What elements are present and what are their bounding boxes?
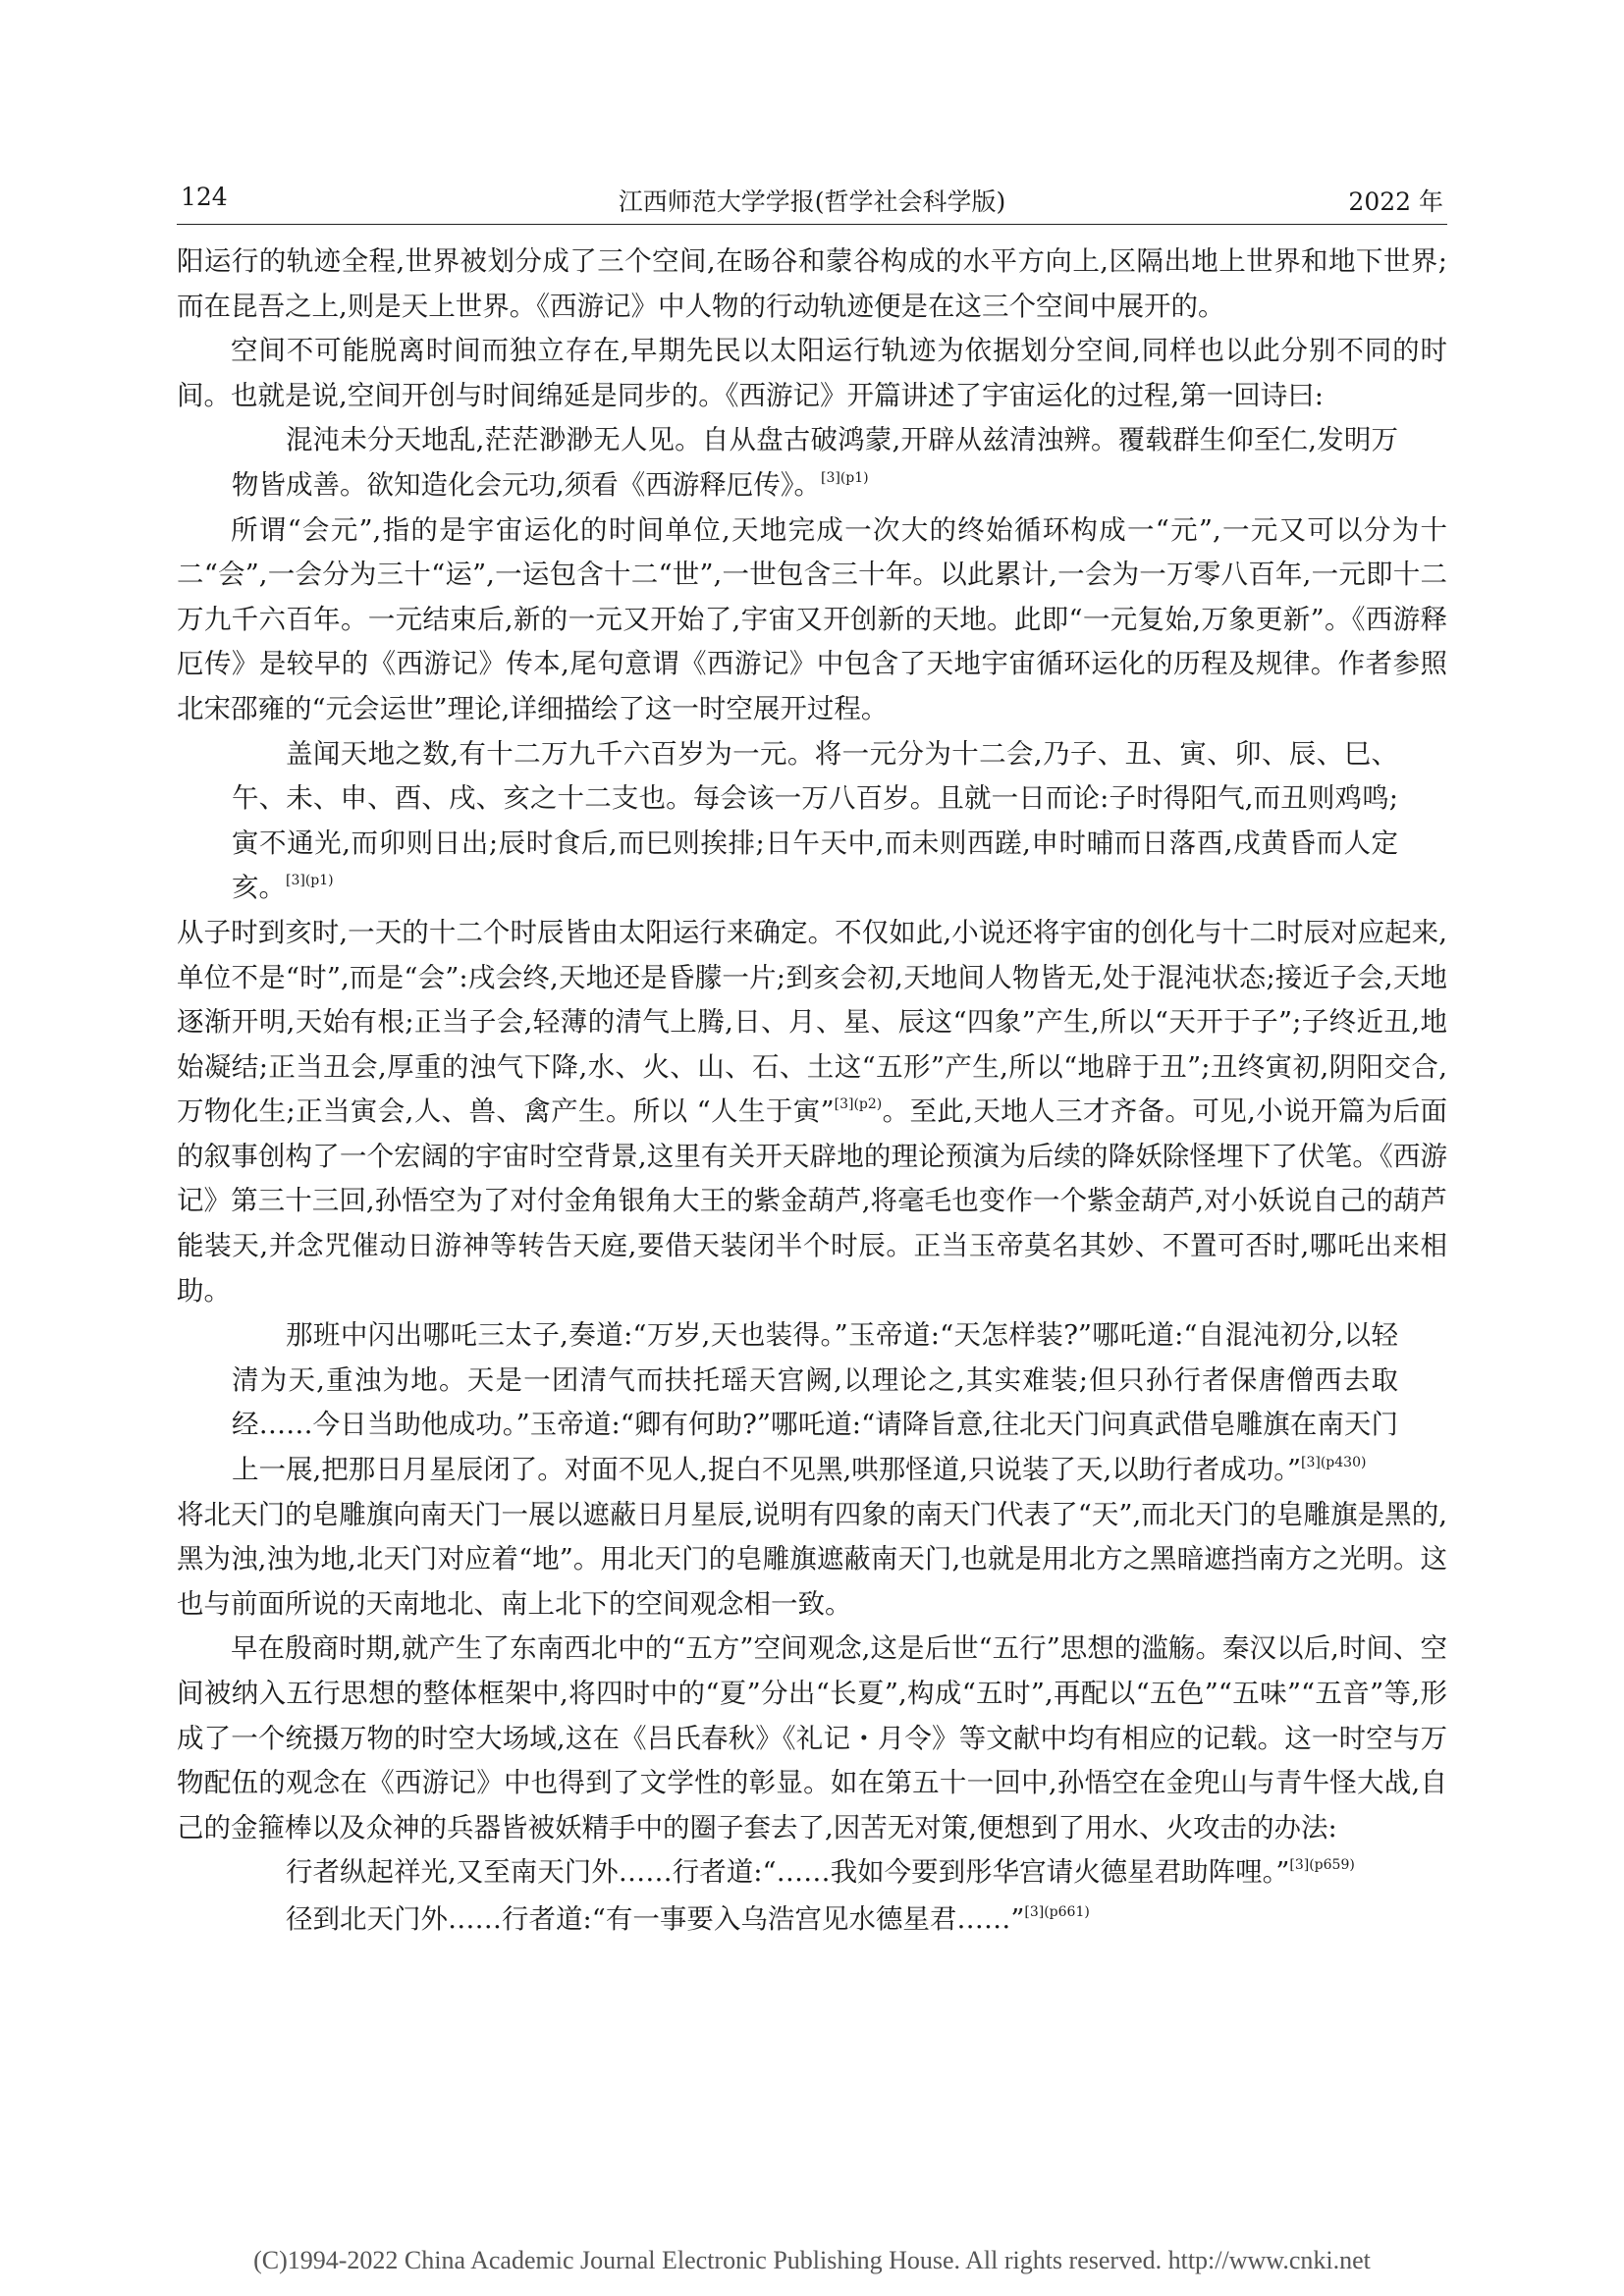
citation-ref: [3](p659) [1289, 1857, 1355, 1874]
citation-ref: [3](p661) [1024, 1903, 1090, 1920]
quote-text: 行者纵起祥光,又至南天门外……行者道:“……我如今要到彤华宫请火德星君助阵哩。” [286, 1856, 1290, 1889]
quote-text: 盖闻天地之数,有十二万九千六百岁为一元。将一元分为十二会,乃子、丑、寅、卯、辰、巳、午、未、申、酉、戌、亥之十二支也。每会该一万八百岁。且就一日而论:子时得阳气,而丑则鸡鸣;寅不通光,而卯则日出;辰时食后,而巳则挨排;日午天中,而未则西蹉,申时晡而日落酉,戌黄昏而人定亥。 [232, 737, 1398, 904]
header-year: 2022 年 [1348, 187, 1443, 216]
paragraph-text: 从子时到亥时,一天的十二个时辰皆由太阳运行来确定。不仅如此,小说还将宇宙的创化与十二时辰对应起来,单位不是“时”,而是“会”:戌会终,天地还是昏朦一片;到亥会初,天地间人物皆无,处于混沌状态;接近子会,天地逐渐开明,天始有根;正当子会,轻薄的清气上腾,日、月、星、辰这“四象”产生,所以“天开于子”;子终近丑,地始凝结;正当丑会,厚重的浊气下降,水、火、山、石、土这“五形”产生,所以“地辟于丑”;丑终寅初,阴阳交合,万物化生;正当寅会,人、兽、禽产生。所以 “人生于寅” [177, 916, 1447, 1128]
paragraph: 早在殷商时期,就产生了东南西北中的“五方”空间观念,这是后世“五行”思想的滥觞。秦汉以后,时间、空间被纳入五行思想的整体框架中,将四时中的“夏”分出“长夏”,构成“五时”,再配以“五色”“五味”“五音”等,形成了一个统摄万物的时空大场域,这在《吕氏春秋》《礼记・月令》等文献中均有相应的记载。这一时空与万物配伍的观念在《西游记》中也得到了文学性的彰显。如在第五十一回中,孙悟空在金兜山与青牛怪大战,自己的金箍棒以及众神的兵器皆被妖精手中的圈子套去了,因苦无对策,便想到了用水、火攻击的办法: [177, 1632, 1447, 1843]
block-quote [177, 732, 1447, 911]
citation-ref: [3](p1) [286, 873, 334, 889]
citation-ref: [3](p430) [1301, 1455, 1367, 1471]
paragraph: 阳运行的轨迹全程,世界被划分成了三个空间,在旸谷和蒙谷构成的水平方向上,区隔出地上世界和地下世界;而在昆吾之上,则是天上世界。《西游记》中人物的行动轨迹便是在这三个空间中展开的。 [177, 245, 1447, 322]
article-body [177, 240, 1447, 1943]
paragraph: 所谓“会元”,指的是宇宙运化的时间单位,天地完成一次大的终始循环构成一“元”,一元又可以分为十二“会”,一会分为三十“运”,一运包含十二“世”,一世包含三十年。以此累计,一会为一万零八百年,一元即十二万九千六百年。一元结束后,新的一元又开始了,宇宙又开创新的天地。此即“一元复始,万象更新”。《西游释厄传》是较早的《西游记》传本,尾句意谓《西游记》中包含了天地宇宙循环运化的历程及规律。作者参照北宋邵雍的“元会运世”理论,详细描绘了这一时空展开过程。 [177, 513, 1447, 724]
paragraph: 将北天门的皂雕旗向南天门一展以遮蔽日月星辰,说明有四象的南天门代表了“天”,而北天门的皂雕旗是黑的,黑为浊,浊为地,北天门对应着“地”。用北天门的皂雕旗遮蔽南天门,也就是用北方之黑暗遮挡南方之光明。这也与前面所说的天南地北、南上北下的空间观念相一致。 [177, 1498, 1447, 1620]
running-header [177, 183, 1447, 226]
journal-title: 江西师范大学学报(哲学社会科学版) [618, 187, 1006, 216]
citation-ref: [3](p2) [834, 1096, 883, 1113]
quote-text: 径到北天门外……行者道:“有一事要入乌浩宫见水德星君……” [286, 1902, 1025, 1935]
quote-text: 混沌未分天地乱,茫茫渺渺无人见。自从盘古破鸿蒙,开辟从兹清浊辨。覆载群生仰至仁,发明万物皆成善。欲知造化会元功,须看《西游释厄传》。 [232, 424, 1398, 501]
paragraph: 空间不可能脱离时间而独立存在,早期先民以太阳运行轨迹为依据划分空间,同样也以此分别不同的时间。也就是说,空间开创与时间绵延是同步的。《西游记》开篇讲述了宇宙运化的过程,第一回诗曰: [177, 335, 1447, 411]
block-quote [177, 1897, 1447, 1943]
paragraph [177, 911, 1447, 1313]
block-quote [177, 1313, 1447, 1492]
copyright-footer: (C)1994-2022 China Academic Journal Electronic Publishing House. All rights reserved. http://www.cnki.net [253, 2246, 1371, 2274]
paragraph-text: 。至此,天地人三才齐备。可见,小说开篇为后面的叙事创构了一个宏阔的宇宙时空背景,这里有关开天辟地的理论预演为后续的降妖除怪埋下了伏笔。《西游记》第三十三回,孙悟空为了对付金角银角大王的紫金葫芦,将毫毛也变作一个紫金葫芦,对小妖说自己的葫芦能装天,并念咒催动日游神等转告天庭,要借天装闭半个时辰。正当玉帝莫名其妙、不置可否时,哪吒出来相助。 [177, 1095, 1447, 1307]
citation-ref: [3](p1) [821, 469, 869, 486]
block-quote [177, 418, 1447, 507]
quote-text: 那班中闪出哪吒三太子,奏道:“万岁,天也装得。”玉帝道:“天怎样装?”哪吒道:“自混沌初分,以轻清为天,重浊为地。天是一团清气而扶托瑶天宫阙,以理论之,其实难装;但只孙行者保唐僧西去取经……今日当助他成功。”玉帝道:“卿有何助?”哪吒道:“请降旨意,往北天门问真武借皂雕旗在南天门上一展,把那日月星辰闭了。对面不见人,捉白不见黑,哄那怪道,只说装了天,以助行者成功。” [232, 1319, 1398, 1486]
header-rule [177, 224, 1447, 225]
block-quote [177, 1850, 1447, 1896]
page-number: 124 [181, 183, 228, 211]
